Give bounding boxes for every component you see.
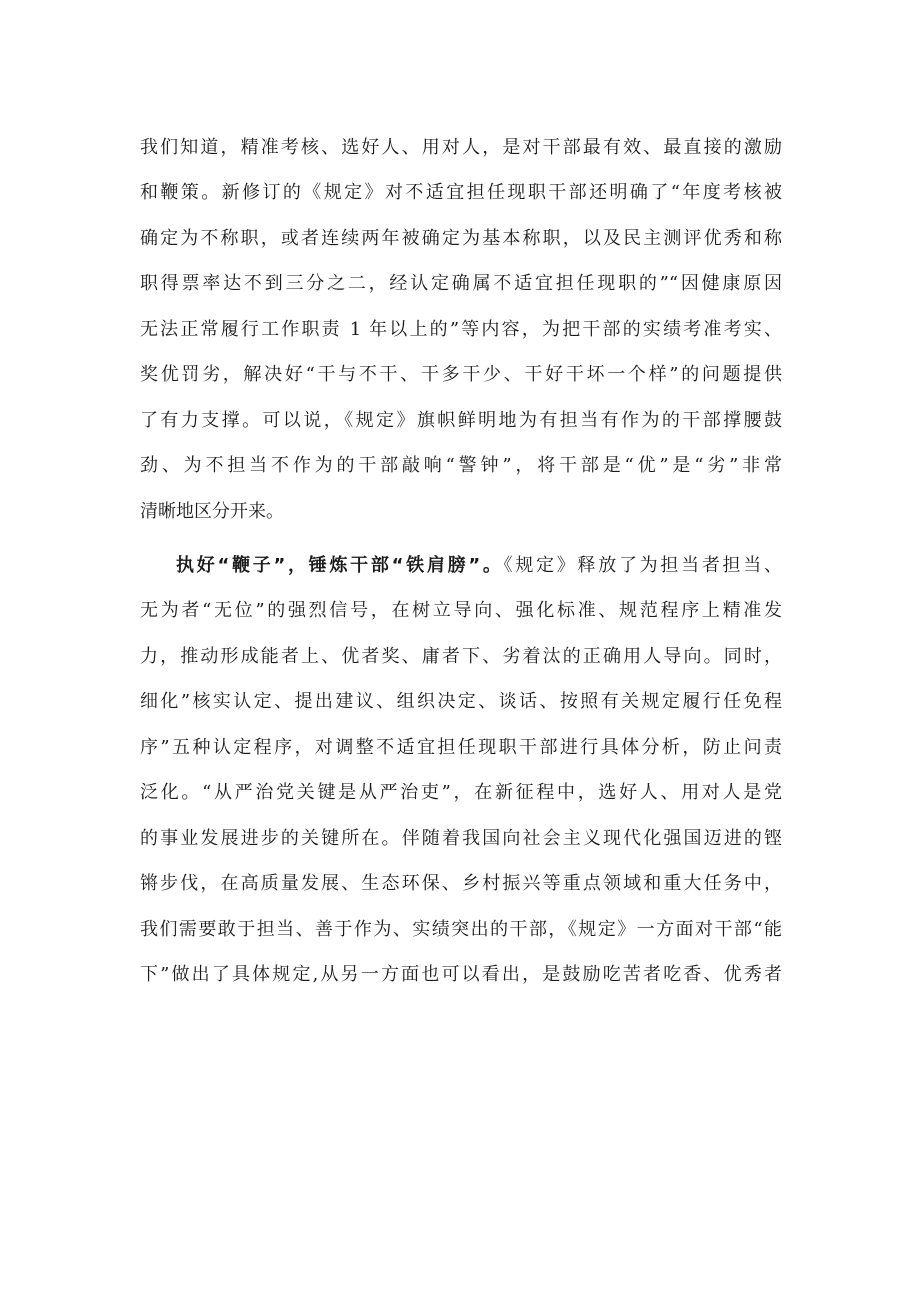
paragraph-1-line-4: 职得票率达不到三分之二，经认定确属不适宜担任现职的”“因健康原因 [140, 273, 782, 294]
paragraph-1-line-3: 确定为不称职，或者连续两年被确定为基本称职，以及民主测评优秀和称 [140, 228, 782, 249]
paragraph-2-line-7: 的事业发展进步的关键所在。伴随着我国向社会主义现代化强国迈进的铿 [140, 828, 782, 849]
paragraph-2-line-6: 泛化。“从严治党关键是从严治吏”，在新征程中，选好人、用对人是党 [140, 782, 782, 803]
paragraph-2-line-9: 我们需要敢于担当、善于作为、实绩突出的干部，《规定》一方面对干部“能 [140, 919, 782, 940]
paragraph-1-line-9: 清晰地区分开来。 [140, 501, 284, 522]
section-heading: 执好“鞭子”，锤炼干部“铁肩膀”。 [176, 555, 504, 576]
paragraph-1-line-8: 劲、为不担当不作为的干部敲响“警钟”，将干部是“优”是“劣”非常 [140, 455, 782, 476]
paragraph-2-line-5: 序”五种认定程序，对调整不适宜担任现职干部进行具体分析，防止问责 [140, 737, 782, 758]
paragraph-2-line-1 [176, 551, 782, 581]
paragraph-2-line-8: 锵步伐，在高质量发展、生态环保、乡村振兴等重点领域和重大任务中， [140, 873, 782, 894]
paragraph-1-line-7: 了有力支撑。可以说，《规定》旗帜鲜明地为有担当有作为的干部撑腰鼓 [140, 410, 782, 431]
paragraph-2-line-10: 下”做出了具体规定,从另一方面也可以看出，是鼓励吃苦者吃香、优秀者 [140, 964, 782, 985]
paragraph-2-line-1-text: 《规定》释放了为担当者担当、 [503, 555, 782, 576]
paragraph-2-line-4: 细化”核实认定、提出建议、组织决定、谈话、按照有关规定履行任免程 [140, 691, 782, 712]
paragraph-1-line-6: 奖优罚劣，解决好“干与不干、干多干少、干好干坏一个样”的问题提供 [140, 364, 782, 385]
paragraph-2-line-3: 力，推动形成能者上、优者奖、庸者下、劣着汰的正确用人导向。同时， [140, 646, 782, 667]
paragraph-1-line-5: 无法正常履行工作职责 1 年以上的”等内容，为把干部的实绩考准考实、 [140, 319, 782, 340]
paragraph-1-line-2: 和鞭策。新修订的《规定》对不适宜担任现职干部还明确了“年度考核被 [140, 182, 782, 203]
paragraph-2-line-2: 无为者“无位”的强烈信号，在树立导向、强化标准、规范程序上精准发 [140, 600, 782, 621]
paragraph-1-line-1: 我们知道，精准考核、选好人、用对人，是对干部最有效、最直接的激励 [140, 137, 782, 158]
